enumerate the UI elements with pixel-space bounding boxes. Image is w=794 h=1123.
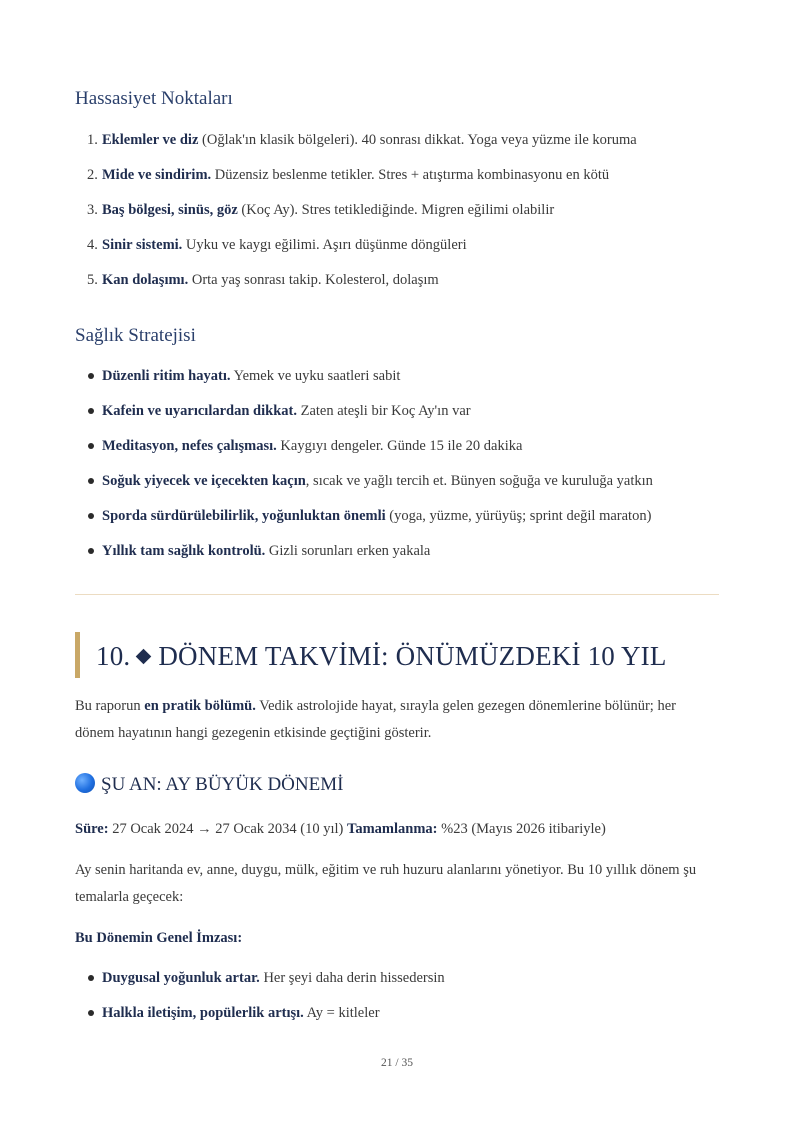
chapter-number: 10.	[96, 641, 131, 671]
list-item	[75, 969, 719, 1004]
item-bold: Kan dolaşımı.	[102, 272, 189, 288]
bullet-icon	[88, 373, 94, 379]
diamond-icon	[136, 649, 152, 665]
duration-value: 27 Ocak 2024 → 27 Ocak 2034 (10 yıl)	[108, 821, 347, 837]
current-period-title: ŞU AN: AY BÜYÜK DÖNEMİ	[101, 774, 344, 795]
list-number: 3.	[87, 202, 98, 218]
blue-circle-icon	[75, 773, 95, 793]
completion-label: Tamamlanma:	[346, 821, 438, 837]
item-text: (yoga, yüzme, yürüyüş; sprint değil maraton)	[385, 508, 652, 524]
chapter-accent-bar	[75, 632, 80, 678]
item-text: Orta yaş sonrası takip. Kolesterol, dolaşım	[188, 272, 439, 288]
duration-label: Süre:	[75, 821, 109, 837]
list-item	[75, 201, 719, 236]
item-text: Zaten ateşli bir Koç Ay'ın var	[296, 403, 471, 419]
bullet-icon	[88, 443, 94, 449]
item-text: (Koç Ay). Stres tetiklediğinde. Migren eğilimi olabilir	[237, 202, 555, 218]
chapter-title	[96, 641, 667, 672]
item-text: Kaygıyı dengeler. Günde 15 ile 20 dakika	[276, 438, 523, 454]
list-number: 4.	[87, 237, 98, 253]
list-item	[75, 367, 719, 402]
sensitivity-heading: Hassasiyet Noktaları	[75, 88, 233, 109]
bullet-icon	[88, 548, 94, 554]
list-item	[75, 166, 719, 201]
list-item	[75, 507, 719, 542]
period-description: Ay senin haritanda ev, anne, duygu, mülk, eğitim ve ruh huzuru alanlarını yönetiyor. Bu 10 yıllık dönem şu temalarla geçecek:	[75, 862, 697, 905]
list-item	[75, 472, 719, 507]
item-bold: Eklemler ve diz	[102, 132, 199, 148]
signature-list	[75, 969, 719, 1039]
item-text: Gizli sorunları erken yakala	[265, 543, 431, 559]
bullet-icon	[88, 1010, 94, 1016]
current-period-heading	[75, 773, 343, 796]
list-item	[75, 271, 719, 306]
intro-suffix: Vedik astrolojide hayat, sırayla gelen gezegen dönemlerine bölünür; her dönem hayatının hangi gezegenin etkisinde geçtiğini gösterir.	[75, 698, 676, 741]
signature-label: Bu Dönemin Genel İmzası:	[75, 930, 243, 946]
item-text: Düzensiz beslenme tetikler. Stres + atıştırma kombinasyonu en kötü	[211, 167, 610, 183]
page-number: 21 / 35	[381, 1057, 413, 1069]
list-item	[75, 402, 719, 437]
strategy-list	[75, 367, 719, 577]
list-item	[75, 542, 719, 577]
item-bold: Sporda sürdürülebilirlik, yoğunluktan önemli	[102, 508, 386, 524]
intro-paragraph	[75, 693, 719, 747]
list-number: 2.	[87, 167, 98, 183]
list-number: 5.	[87, 272, 98, 288]
bullet-icon	[88, 408, 94, 414]
signature-label-line	[75, 925, 719, 952]
item-text: Ay = kitleler	[303, 1005, 380, 1021]
chapter-heading	[75, 632, 719, 678]
item-text: , sıcak ve yağlı tercih et. Bünyen soğuğa ve kuruluğa yatkın	[305, 473, 653, 489]
chapter-title-text: DÖNEM TAKVİMİ: ÖNÜMÜZDEKİ 10 YIL	[158, 641, 667, 671]
list-item	[75, 131, 719, 166]
completion-value: %23 (Mayıs 2026 itibariyle)	[437, 821, 606, 837]
item-bold: Soğuk yiyecek ve içecekten kaçın	[102, 473, 306, 489]
duration-line	[75, 816, 719, 843]
item-text: Yemek ve uyku saatleri sabit	[230, 368, 401, 384]
item-bold: Meditasyon, nefes çalışması.	[102, 438, 277, 454]
item-text: (Oğlak'ın klasik bölgeleri). 40 sonrası dikkat. Yoga veya yüzme ile koruma	[198, 132, 637, 148]
item-bold: Sinir sistemi.	[102, 237, 183, 253]
item-bold: Halkla iletişim, popülerlik artışı.	[102, 1005, 304, 1021]
bullet-icon	[88, 513, 94, 519]
intro-prefix: Bu raporun	[75, 698, 145, 714]
bullet-icon	[88, 478, 94, 484]
list-item	[75, 1004, 719, 1039]
item-bold: Düzenli ritim hayatı.	[102, 368, 231, 384]
item-bold: Baş bölgesi, sinüs, göz	[102, 202, 238, 218]
sensitivity-list	[75, 131, 719, 306]
item-bold: Mide ve sindirim.	[102, 167, 212, 183]
item-bold: Duygusal yoğunluk artar.	[102, 970, 260, 986]
item-text: Her şeyi daha derin hissedersin	[259, 970, 445, 986]
strategy-heading: Sağlık Stratejisi	[75, 325, 196, 346]
list-item	[75, 437, 719, 472]
bullet-icon	[88, 975, 94, 981]
list-item	[75, 236, 719, 271]
item-bold: Kafein ve uyarıcılardan dikkat.	[102, 403, 297, 419]
item-text: Uyku ve kaygı eğilimi. Aşırı düşünme döngüleri	[182, 237, 467, 253]
intro-bold: en pratik bölümü.	[144, 698, 256, 714]
list-number: 1.	[87, 132, 98, 148]
section-divider	[75, 594, 719, 595]
item-bold: Yıllık tam sağlık kontrolü.	[102, 543, 266, 559]
